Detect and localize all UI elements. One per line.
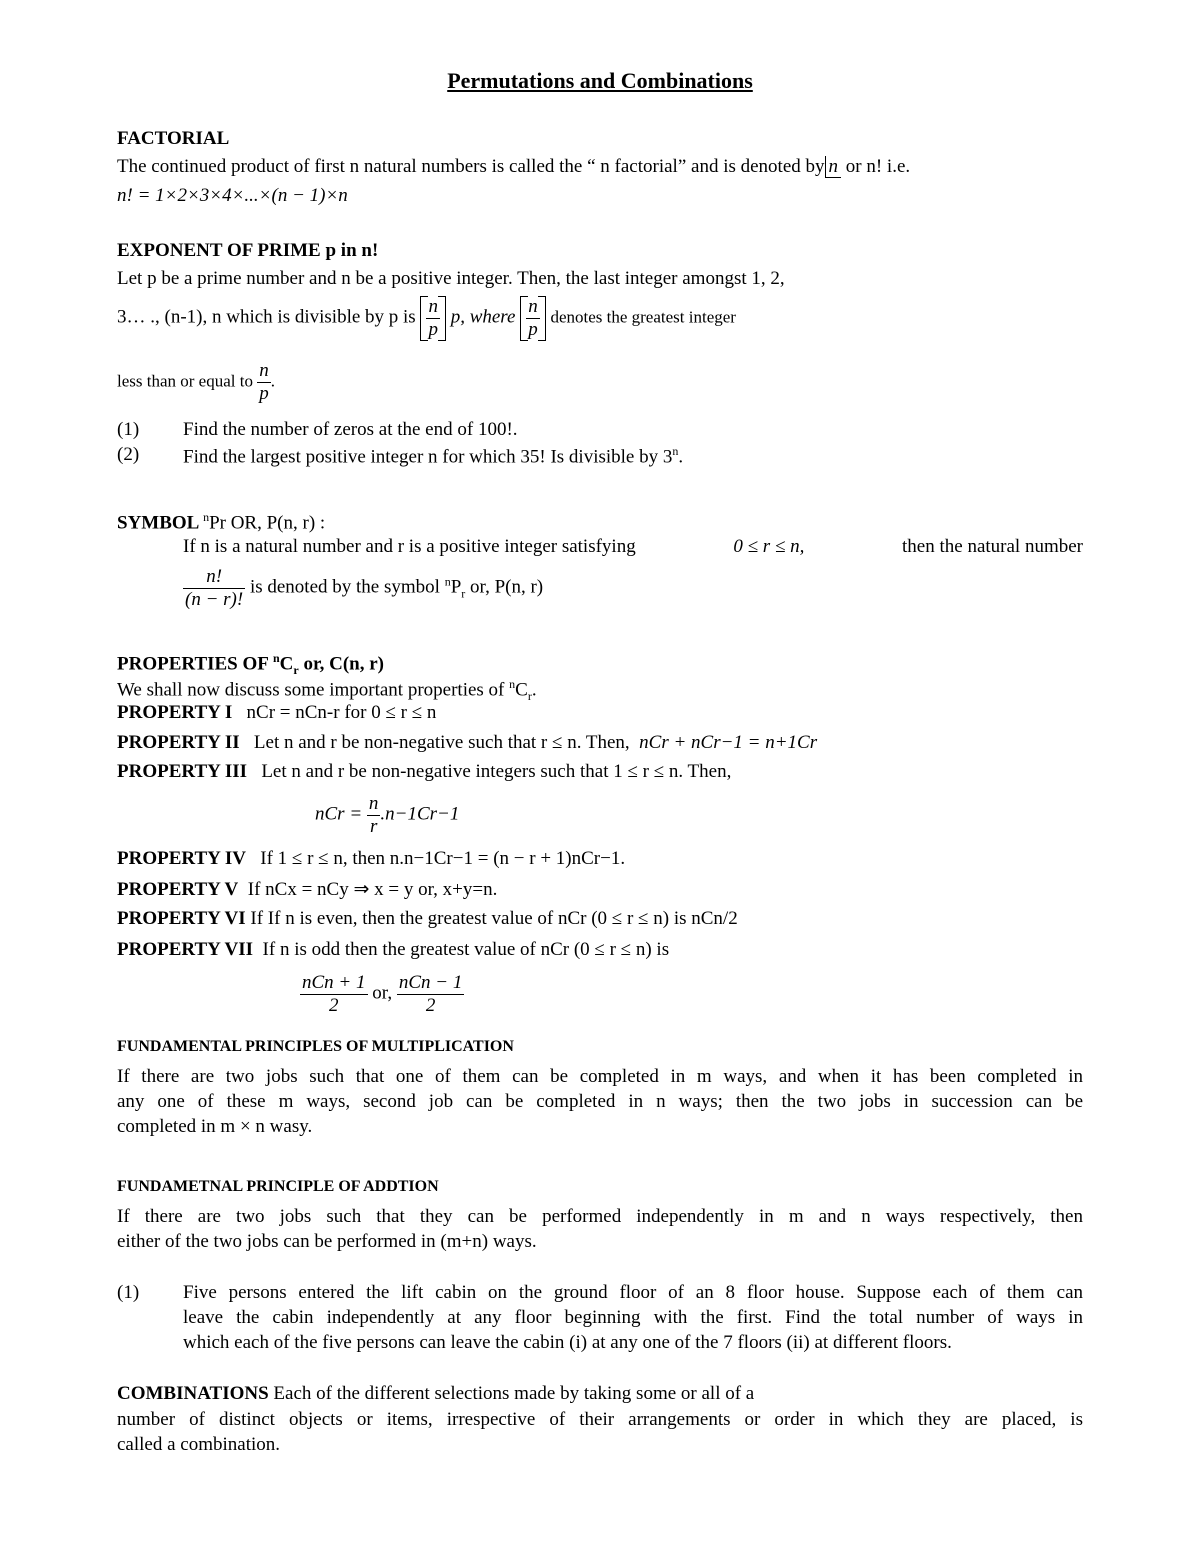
combinations-line1: COMBINATIONS Each of the different selections made by taking some or all of a bbox=[117, 1383, 755, 1404]
factorial-formula: n! = 1×2×3×4×...×(n − 1)×n bbox=[117, 185, 348, 206]
combinations-line2: number of distinct objects or items, irrespective of their arrangements or order in which they are placed, is bbox=[117, 1409, 1083, 1430]
exponent-q1-number: (1) bbox=[117, 419, 140, 440]
addition-q1-line2: leave the cabin independently at any floor beginning with the first. Find the total number of ways in bbox=[183, 1307, 1083, 1328]
floor-bracket: $\frac{n}{p}$ bbox=[420, 296, 446, 341]
exponent-heading: EXPONENT OF PRIME p in n! bbox=[117, 240, 379, 261]
factorial-box-symbol: n bbox=[825, 156, 842, 178]
symbol-line2: $\frac{n!}{(n - r)!}$ is denoted by the symbol $^nP_r$ or, P(n, r) bbox=[185, 566, 544, 610]
multiplication-heading: FUNDAMENTAL PRINCIPLES OF MULTIPLICATION bbox=[117, 1038, 514, 1055]
addition-line2: either of the two jobs can be performed in (m+n) ways. bbox=[117, 1231, 537, 1252]
floor-bracket: $\frac{n}{p}$ bbox=[520, 296, 546, 341]
multiplication-line2: any one of these m ways, second job can be completed in n ways; then the two jobs in succession can be bbox=[117, 1091, 1083, 1112]
addition-line1: If there are two jobs such that they can be performed independently in m and n ways respectively, then bbox=[117, 1206, 1083, 1227]
exponent-line3: less than or equal to $\frac{n}{p}$ . bbox=[117, 360, 275, 404]
exponent-q1-text: Find the number of zeros at the end of 100!. bbox=[183, 419, 518, 440]
property-7-formula: $\frac{\text{nCn + 1}}{2}$ or, $\frac{\text{nCn − 1}}{2}$ bbox=[302, 972, 463, 1016]
property-1: PROPERTY I nCr = nCn-r for 0 ≤ r ≤ n bbox=[117, 702, 437, 723]
multiplication-line1: If there are two jobs such that one of them can be completed in m ways, and when it has been completed in bbox=[117, 1066, 1083, 1087]
property-5: PROPERTY V If nCx = nCy ⇒ x = y or, x+y=n. bbox=[117, 879, 498, 900]
addition-heading: FUNDAMETNAL PRINCIPLE OF ADDTION bbox=[117, 1178, 439, 1195]
properties-intro: We shall now discuss some important properties of $^nC_r$. bbox=[117, 677, 537, 704]
exponent-line1: Let p be a prime number and n be a positive integer. Then, the last integer amongst 1, 2, bbox=[117, 268, 785, 289]
addition-q1-number: (1) bbox=[117, 1282, 140, 1303]
exponent-q2-text: Find the largest positive integer n for which 35! Is divisible by 3$^n$. bbox=[183, 444, 684, 468]
property-6: PROPERTY VI If If n is even, then the greatest value of nCr (0 ≤ r ≤ n) is nCn/2 bbox=[117, 908, 738, 929]
exponent-q2-number: (2) bbox=[117, 444, 140, 465]
addition-q1-line3: which each of the five persons can leave the cabin (i) at any one of the 7 floors (ii) at different floors. bbox=[183, 1332, 952, 1353]
multiplication-line3: completed in m × n wasy. bbox=[117, 1116, 313, 1137]
property-4: PROPERTY IV If 1 ≤ r ≤ n, then n.n−1Cr−1 = (n − r + 1)nCr−1. bbox=[117, 848, 626, 869]
property-3: PROPERTY III Let n and r be non-negative integers such that 1 ≤ r ≤ n. Then, bbox=[117, 761, 732, 782]
properties-heading: PROPERTIES OF $^nC_r$ or, C(n, r) bbox=[117, 651, 385, 678]
factorial-heading: FACTORIAL bbox=[117, 128, 230, 149]
page-title: Permutations and Combinations bbox=[447, 68, 753, 93]
property-3-formula: nCr = $\frac{n}{r}$ .n−1Cr−1 bbox=[315, 793, 460, 837]
symbol-heading: SYMBOL $^n$Pr OR, P(n, r) : bbox=[117, 510, 326, 534]
exponent-line2: 3… ., (n-1), n which is divisible by p is $\frac{n}{p}$ p, where $\frac{n}{p}$ denotes the greatest integer bbox=[117, 296, 736, 340]
addition-q1-line1: Five persons entered the lift cabin on the ground floor of an 8 floor house. Suppose each of them can bbox=[183, 1282, 1083, 1303]
property-2: PROPERTY II Let n and r be non-negative such that r ≤ n. Then, nCr + nCr−1 = n+1Cr bbox=[117, 732, 818, 753]
factorial-definition: The continued product of first n natural numbers is called the “ n factorial” and is denoted by n or n! i.e. bbox=[117, 156, 911, 177]
property-7: PROPERTY VII If n is odd then the greatest value of nCr (0 ≤ r ≤ n) is bbox=[117, 939, 670, 960]
combinations-line3: called a combination. bbox=[117, 1434, 281, 1455]
symbol-line1: If n is a natural number and r is a positive integer satisfying 0 ≤ r ≤ n, then the natural number bbox=[183, 536, 1083, 557]
